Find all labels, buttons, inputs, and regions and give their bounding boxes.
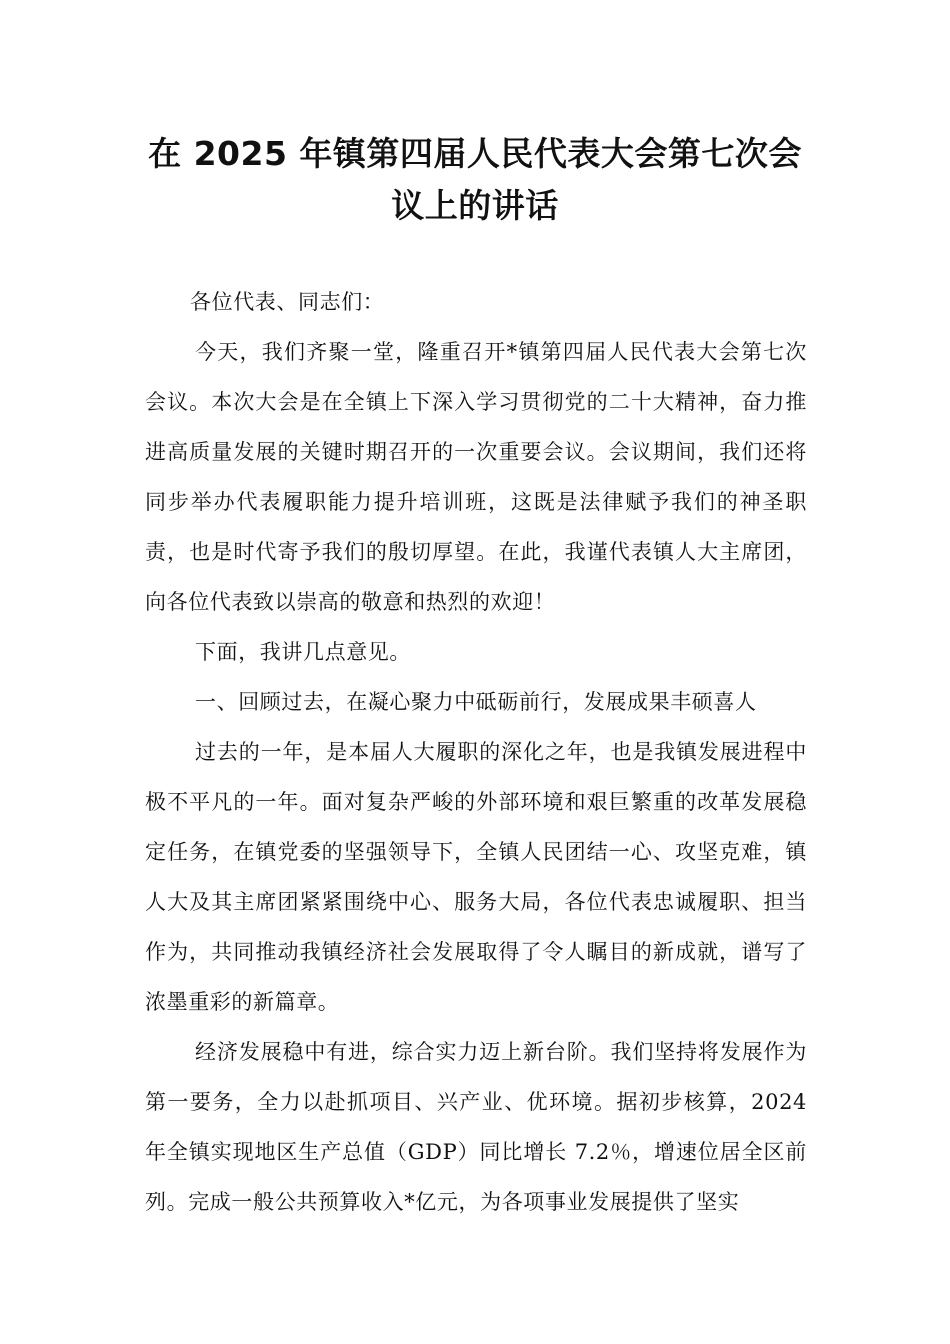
paragraph-economy: 经济发展稳中有进，综合实力迈上新台阶。我们坚持将发展作为第一要务，全力以赴抓项目、兴产业、优环境。据初步核算，2024 年全镇实现地区生产总值（GDP）同比增长 7.2％，增速位居全区前列。完成一般公共预算收入*亿元，为各项事业发展提供了坚实 (145, 1040, 807, 1214)
document-body (145, 277, 807, 1227)
paragraph-intro: 下面，我讲几点意见。 (195, 640, 411, 664)
section-heading-1: 一、回顾过去，在凝心聚力中砥砺前行，发展成果丰硕喜人 (195, 690, 757, 714)
salutation: 各位代表、同志们： (190, 290, 385, 314)
document-title (145, 128, 805, 232)
title-line-1: 在 2025 年镇第四届人民代表大会第七次会 (148, 134, 802, 173)
title-line-2: 议上的讲话 (391, 186, 559, 225)
paragraph-review: 过去的一年，是本届人大履职的深化之年，也是我镇发展进程中极不平凡的一年。面对复杂严峻的外部环境和艰巨繁重的改革发展稳定任务，在镇党委的坚强领导下，全镇人民团结一心、攻坚克难，镇人大及其主席团紧紧围绕中心、服务大局，各位代表忠诚履职、担当作为，共同推动我镇经济社会发展取得了令人瞩目的新成就，谱写了浓墨重彩的新篇章。 (145, 740, 807, 1014)
paragraph-opening: 今天，我们齐聚一堂，隆重召开*镇第四届人民代表大会第七次会议。本次大会是在全镇上下深入学习贯彻党的二十大精神，奋力推进高质量发展的关键时期召开的一次重要会议。会议期间，我们还将同步举办代表履职能力提升培训班，这既是法律赋予我们的神圣职责，也是时代寄予我们的殷切厚望。在此，我谨代表镇人大主席团，向各位代表致以崇高的敬意和热烈的欢迎！ (145, 340, 807, 614)
